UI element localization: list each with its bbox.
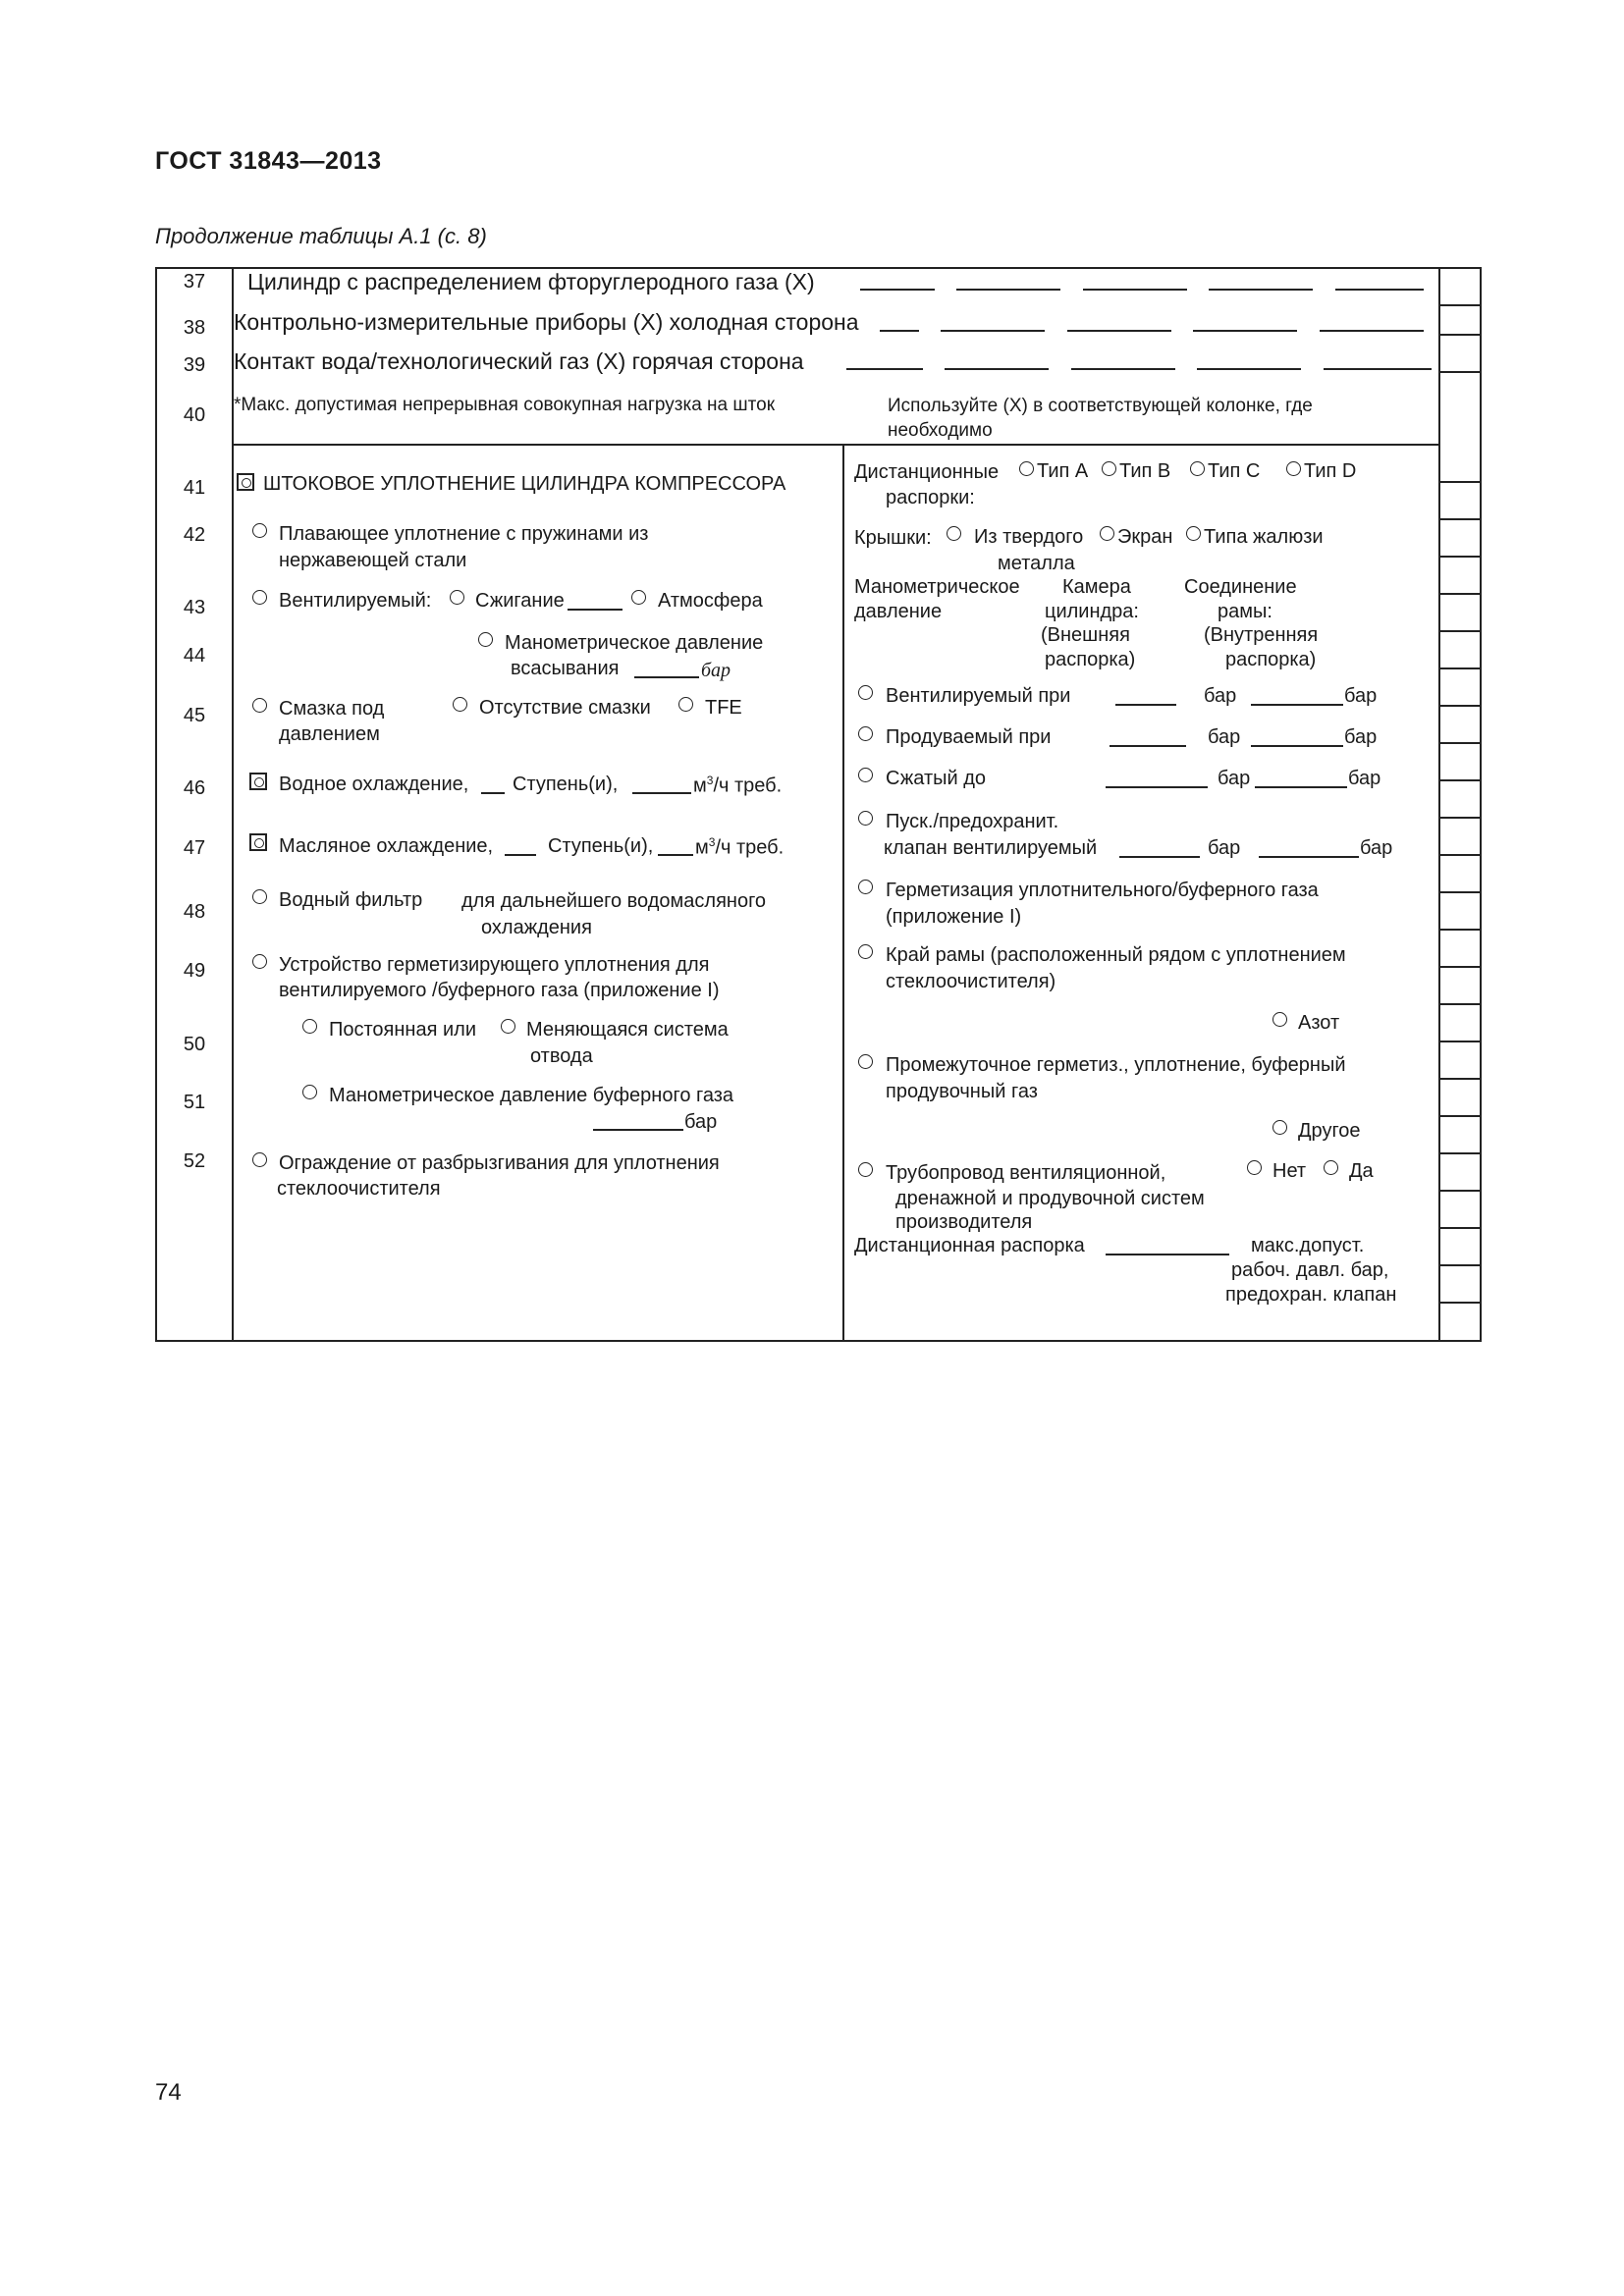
- type-c-label: Тип С: [1208, 460, 1261, 482]
- radio-manometric-suction[interactable]: [478, 632, 493, 647]
- piping-label-3: производителя: [895, 1211, 1033, 1233]
- row-number: 46: [183, 777, 206, 799]
- vented-at-bar-2: бар: [1344, 685, 1378, 707]
- checkbox-rod-seal[interactable]: [237, 473, 254, 491]
- chamber-header: Камера: [1062, 576, 1131, 598]
- purged-at-label: Продуваемый при: [886, 726, 1052, 748]
- water-cooling-stage-blank[interactable]: [481, 774, 505, 794]
- remote-spacers-label-2: распорки:: [886, 487, 975, 508]
- water-cooling-flow-blank[interactable]: [632, 774, 691, 794]
- purged-at-bar-2: бар: [1344, 726, 1378, 748]
- max-pressure-label-2: рабоч. давл. бар,: [1231, 1259, 1389, 1281]
- row-number: 43: [183, 597, 206, 618]
- radio-splash-guard[interactable]: [252, 1152, 267, 1167]
- remote-spacer-blank[interactable]: [1106, 1236, 1229, 1255]
- radio-screen[interactable]: [1100, 526, 1114, 541]
- page-number: 74: [155, 2079, 182, 2106]
- radio-vented-at[interactable]: [858, 685, 873, 700]
- oil-cooling-unit: $м^3/ч$ треб.: [695, 835, 785, 859]
- oil-cooling-stage-label: Ступень(и),: [548, 835, 654, 857]
- radio-compressed-to[interactable]: [858, 768, 873, 782]
- row-38-label: Контрольно-измерительные приборы (X) холодная сторона: [234, 309, 859, 335]
- radio-relief-valve[interactable]: [858, 811, 873, 826]
- piping-label-2: дренажной и продувочной систем: [895, 1188, 1205, 1209]
- oil-cooling-label: Масляное охлаждение,: [279, 835, 494, 857]
- water-cooling-unit: $м^3/ч$ треб.: [693, 774, 783, 797]
- burning-label: Сжигание: [475, 590, 565, 612]
- compressed-to-bar-2: бар: [1348, 768, 1381, 789]
- radio-louver[interactable]: [1186, 526, 1201, 541]
- yes-label: Да: [1349, 1160, 1374, 1182]
- radio-type-c[interactable]: [1190, 461, 1205, 476]
- document-header: ГОСТ 31843—2013: [155, 147, 382, 175]
- chamber-header-4: распорка): [1045, 649, 1136, 670]
- buffer-pressure-label: Манометрическое давление буферного газа: [329, 1085, 734, 1106]
- radio-changing-system[interactable]: [501, 1019, 515, 1034]
- max-pressure-label: макс.допуст.: [1251, 1235, 1365, 1256]
- pressure-lube-label: Смазка под: [279, 698, 385, 720]
- burning-blank[interactable]: [568, 591, 623, 611]
- row-number: 47: [183, 837, 206, 859]
- radio-pressure-lube[interactable]: [252, 698, 267, 713]
- vented-label: Вентилируемый:: [279, 590, 432, 612]
- solid-metal-label: Из твердого: [974, 526, 1084, 548]
- screen-label: Экран: [1117, 526, 1173, 548]
- water-cooling-stage-label: Ступень(и),: [513, 774, 619, 795]
- no-lube-label: Отсутствие смазки: [479, 697, 651, 719]
- oil-cooling-flow-blank[interactable]: [658, 836, 693, 856]
- radio-yes[interactable]: [1324, 1160, 1338, 1175]
- nitrogen-label: Азот: [1298, 1012, 1340, 1034]
- type-a-label: Тип А: [1037, 460, 1089, 482]
- manometric-suction-label-2: всасывания: [511, 658, 620, 679]
- frame-header-3: (Внутренняя: [1204, 624, 1319, 646]
- intermediate-seal-label-2: продувочный газ: [886, 1081, 1038, 1102]
- seal-gas-label-2: (приложение I): [886, 906, 1022, 928]
- remote-spacer-label: Дистанционная распорка: [854, 1235, 1085, 1256]
- type-d-label: Тип D: [1304, 460, 1357, 482]
- radio-water-filter[interactable]: [252, 889, 267, 904]
- changing-system-label: Меняющаяся система: [526, 1019, 729, 1041]
- radio-burning[interactable]: [450, 590, 464, 605]
- row-37-blanks[interactable]: [860, 271, 1424, 295]
- changing-system-label-2: отвода: [530, 1045, 593, 1067]
- water-filter-label-3: охлаждения: [481, 917, 592, 938]
- radio-solid-metal[interactable]: [947, 526, 961, 541]
- table-caption: Продолжение таблицы А.1 (с. 8): [155, 224, 487, 248]
- row-number: 42: [183, 524, 206, 546]
- row-40-note-right-2: необходимо: [888, 420, 993, 441]
- frame-edge-label: Край рамы (расположенный рядом с уплотнением: [886, 944, 1346, 966]
- sealing-device-label: Устройство герметизирующего уплотнения для: [279, 954, 710, 976]
- frame-edge-label-2: стеклоочистителя): [886, 971, 1056, 992]
- chamber-header-3: (Внешняя: [1041, 624, 1130, 646]
- piping-label: Трубопровод вентиляционной,: [886, 1162, 1166, 1184]
- water-filter-label: Водный фильтр: [279, 889, 423, 911]
- row-number: 52: [183, 1150, 206, 1172]
- relief-valve-bar-1: бар: [1208, 837, 1241, 859]
- chamber-header-2: цилиндра:: [1045, 601, 1139, 622]
- row-39-blanks[interactable]: [846, 350, 1432, 375]
- purged-at-chamber-blank[interactable]: [1110, 727, 1186, 747]
- row-number: 39: [183, 354, 206, 376]
- purged-at-bar-1: бар: [1208, 726, 1241, 748]
- sealing-device-label-2: вентилируемого /буферного газа (приложение I): [279, 980, 720, 1001]
- louver-label: Типа жалюзи: [1204, 526, 1324, 548]
- checkbox-oil-cooling[interactable]: [249, 833, 267, 851]
- radio-type-b[interactable]: [1102, 461, 1116, 476]
- relief-valve-label-2: клапан вентилируемый: [884, 837, 1098, 859]
- radio-constant[interactable]: [302, 1019, 317, 1034]
- radio-other[interactable]: [1272, 1120, 1287, 1135]
- row-number: 51: [183, 1092, 206, 1113]
- frame-header-4: распорка): [1225, 649, 1317, 670]
- row-number: 41: [183, 477, 206, 499]
- row-37-label: Цилиндр с распределением фторуглеродного газа (X): [247, 269, 815, 294]
- radio-atmosphere[interactable]: [631, 590, 646, 605]
- compressed-to-bar-1: бар: [1218, 768, 1251, 789]
- intermediate-seal-label: Промежуточное герметиз., уплотнение, буферный: [886, 1054, 1346, 1076]
- compressed-to-frame-blank[interactable]: [1255, 769, 1347, 788]
- radio-floating-seal[interactable]: [252, 523, 267, 538]
- radio-piping[interactable]: [858, 1162, 873, 1177]
- radio-sealing-device[interactable]: [252, 954, 267, 969]
- checkbox-water-cooling[interactable]: [249, 773, 267, 790]
- vented-at-frame-blank[interactable]: [1251, 686, 1343, 706]
- row-number: 45: [183, 705, 206, 726]
- purged-at-frame-blank[interactable]: [1251, 727, 1343, 747]
- radio-seal-gas[interactable]: [858, 880, 873, 894]
- row-38-blanks[interactable]: [880, 312, 1424, 337]
- row-number: 50: [183, 1034, 206, 1055]
- vented-at-bar-1: бар: [1204, 685, 1237, 707]
- row-number: 38: [183, 317, 206, 339]
- radio-vented[interactable]: [252, 590, 267, 605]
- splash-guard-label: Ограждение от разбрызгивания для уплотнения: [279, 1152, 720, 1174]
- constant-label: Постоянная или: [329, 1019, 476, 1041]
- compressed-to-label: Сжатый до: [886, 768, 987, 789]
- section-title-rod-seal: ШТОКОВОЕ УПЛОТНЕНИЕ ЦИЛИНДРА КОМПРЕССОРА: [263, 473, 786, 495]
- remote-spacers-label: Дистанционные: [854, 461, 1000, 483]
- row-number: 48: [183, 901, 206, 923]
- tfe-label: TFE: [705, 697, 742, 719]
- radio-purged-at[interactable]: [858, 726, 873, 741]
- other-label: Другое: [1298, 1120, 1361, 1142]
- buffer-pressure-unit: бар: [684, 1111, 718, 1133]
- relief-valve-bar-2: бар: [1360, 837, 1393, 859]
- vented-at-chamber-blank[interactable]: [1115, 686, 1176, 706]
- oil-cooling-stage-blank[interactable]: [505, 836, 536, 856]
- relief-valve-frame-blank[interactable]: [1259, 838, 1359, 858]
- row-number: 37: [183, 271, 206, 293]
- manometric-header-2: давление: [854, 601, 943, 622]
- row-40-note-right-1: Используйте (X) в соответствующей колонке, где: [888, 396, 1313, 416]
- buffer-pressure-blank[interactable]: [593, 1111, 683, 1131]
- radio-tfe[interactable]: [678, 697, 693, 712]
- radio-no-lube[interactable]: [453, 697, 467, 712]
- frame-header-2: рамы:: [1218, 601, 1272, 622]
- vented-at-label: Вентилируемый при: [886, 685, 1071, 707]
- frame-header: Соединение: [1184, 576, 1297, 598]
- radio-buffer-pressure[interactable]: [302, 1085, 317, 1099]
- suction-pressure-blank[interactable]: [634, 659, 699, 678]
- row-number: 49: [183, 960, 206, 982]
- manometric-suction-label: Манометрическое давление: [505, 632, 764, 654]
- radio-type-a[interactable]: [1019, 461, 1034, 476]
- covers-label: Крышки:: [854, 527, 932, 549]
- water-filter-label-2: для дальнейшего водомасляного: [461, 890, 767, 912]
- max-pressure-label-3: предохран. клапан: [1225, 1284, 1397, 1306]
- radio-frame-edge[interactable]: [858, 944, 873, 959]
- splash-guard-label-2: стеклоочистителя: [277, 1178, 441, 1200]
- row-number: 44: [183, 645, 206, 667]
- radio-nitrogen[interactable]: [1272, 1012, 1287, 1027]
- radio-no[interactable]: [1247, 1160, 1262, 1175]
- seal-gas-label: Герметизация уплотнительного/буферного газа: [886, 880, 1319, 901]
- pressure-lube-label-2: давлением: [279, 723, 380, 745]
- compressed-to-chamber-blank[interactable]: [1106, 769, 1208, 788]
- type-b-label: Тип В: [1119, 460, 1171, 482]
- row-40-note-left: *Макс. допустимая непрерывная совокупная нагрузка на шток: [234, 395, 775, 415]
- atmosphere-label: Атмосфера: [658, 590, 763, 612]
- suction-bar-unit: бар: [701, 660, 731, 681]
- floating-seal-label: Плавающее уплотнение с пружинами из: [279, 523, 649, 545]
- no-label: Нет: [1272, 1160, 1307, 1182]
- radio-intermediate-seal[interactable]: [858, 1054, 873, 1069]
- relief-valve-chamber-blank[interactable]: [1119, 838, 1200, 858]
- relief-valve-label: Пуск./предохранит.: [886, 811, 1059, 832]
- floating-seal-label-2: нержавеющей стали: [279, 550, 467, 571]
- radio-type-d[interactable]: [1286, 461, 1301, 476]
- solid-metal-label-2: металла: [998, 553, 1075, 574]
- row-number: 40: [183, 404, 206, 426]
- manometric-header: Манометрическое: [854, 576, 1020, 598]
- water-cooling-label: Водное охлаждение,: [279, 774, 469, 795]
- row-39-label: Контакт вода/технологический газ (X) горячая сторона: [234, 348, 804, 374]
